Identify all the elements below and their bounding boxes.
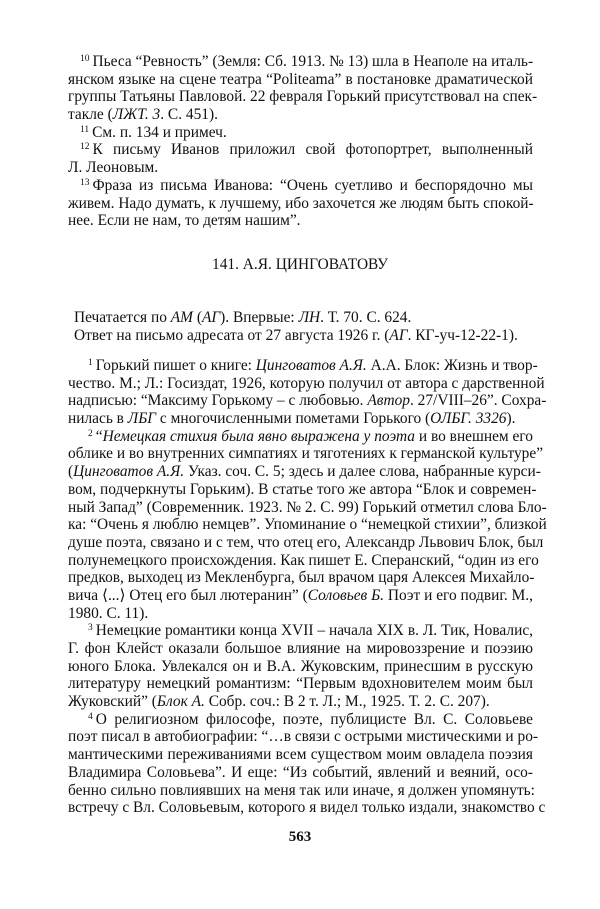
text-run: Пьеса “Ревность” (Земля: Сб. 1913. № 13) шла в Неаполе на италь-	[92, 53, 534, 70]
text-line	[68, 569, 533, 587]
text-line	[68, 88, 538, 106]
italic-text: Цинговатов А.Я.	[255, 357, 367, 374]
text-line	[68, 498, 547, 517]
text-line	[68, 141, 533, 159]
text-line	[68, 195, 533, 213]
text-run: юного Блока. Увлекался он и В.А. Жуковским, принесшим в русскую	[68, 657, 533, 675]
text-line	[68, 309, 533, 327]
text-line	[68, 728, 539, 746]
italic-text: ЛЖТ. 3	[112, 106, 161, 124]
text-run: Указ. соч. С. 5; здесь и далее слова, набранные курси-	[184, 463, 541, 481]
text-run: Ответ на письмо адресата от 27 августа 1926 г. (	[74, 326, 390, 344]
text-run: такле (	[68, 106, 113, 124]
text-run: См. п. 134 и примеч.	[92, 123, 227, 141]
text-line	[68, 533, 544, 552]
text-run: А.А. Блок: Жизнь и твор-	[366, 357, 538, 374]
text-run: нее. Если не нам, то детям нашим”.	[68, 212, 301, 230]
italic-text: АГ	[389, 326, 408, 344]
text-run: предков, выходец из Мекленбурга, был врачом царя Алексея Михайло-	[68, 569, 535, 587]
text-run: “	[95, 427, 103, 445]
text-run: . Т. 70. С. 624.	[320, 309, 412, 326]
text-run: полунемецкого происхождения. Как пишет Е. Сперанский, “один из его	[68, 551, 539, 569]
text-line	[68, 124, 533, 142]
text-run: К письму Иванов приложил свой фотопортрет, выполненный	[92, 141, 533, 159]
text-line	[68, 711, 533, 729]
text-run: . КГ-уч-12-22-1).	[407, 326, 518, 344]
text-run: . С. 451).	[160, 106, 218, 124]
text-line	[68, 605, 533, 623]
italic-text: АГ	[201, 309, 221, 326]
text-line	[68, 159, 533, 177]
text-run: литературу немецкий романтизм: “Первым вдохновителем моим был	[68, 675, 533, 693]
italic-text: Цинговатов А.Я.	[73, 463, 185, 481]
text-line	[68, 428, 533, 446]
text-line	[68, 551, 539, 570]
text-run: Л. Леоновым.	[68, 159, 159, 177]
text-run: с многочисленными пометами Горького (	[156, 410, 431, 428]
text-line	[68, 480, 537, 499]
italic-text: ЛБГ	[127, 410, 157, 428]
text-line	[68, 357, 538, 375]
text-line	[68, 658, 533, 676]
text-run: мантическими переживаниями всем существом моим овладела поэзия	[68, 746, 533, 764]
text-run: Горький пишет о книге:	[95, 357, 256, 374]
text-run: живем. Надо думать, к лучшему, ибо захочется же людям быть спокой-	[68, 194, 534, 212]
text-run: (	[68, 463, 74, 481]
text-line	[68, 587, 533, 605]
text-run: чество. М.; Л.: Госиздат, 1926, которую получил от автора с дарственной	[68, 374, 545, 392]
text-run: надписью: “Максиму Горькому – с любовью.	[68, 392, 368, 410]
text-line	[68, 799, 546, 817]
text-run: поэт писал в автобиографии: “…в связи с острыми мистическими и ро-	[68, 728, 539, 746]
italic-text: ЛН	[298, 309, 321, 326]
text-run: бенно сильно повлиявших на меня так или иначе, я должен упомянуть:	[68, 781, 535, 799]
text-line	[68, 622, 533, 640]
text-line	[68, 693, 533, 711]
footnote-number: 2	[88, 428, 93, 439]
text-run: Г. фон Клейст оказали большое влияние на мировоззрение и поэзию	[68, 640, 533, 657]
text-run: и во внешнем его	[414, 427, 533, 445]
footnote-number: 1	[88, 358, 93, 368]
text-line	[68, 392, 547, 410]
italic-text: АМ	[170, 309, 193, 326]
footnote-number: 4	[88, 711, 93, 722]
text-line	[68, 212, 533, 230]
text-run: облике и во внутренних симпатиях и тяготениях к германской культуре”	[68, 445, 544, 463]
text-line	[68, 463, 541, 481]
text-line	[68, 410, 533, 428]
text-run: встречу с Вл. Соловьевым, которого я видел только издали, знакомство с	[68, 799, 546, 817]
text-run: Печатается по	[74, 309, 171, 326]
italic-text: ОЛБГ. 3326	[430, 410, 507, 428]
text-line	[68, 327, 533, 345]
letter-source-info	[68, 309, 533, 344]
page-number: 563	[288, 829, 312, 845]
text-run: Поэт и его подвиг. М.,	[384, 586, 534, 604]
text-run: Немецкие романтики конца XVII – начала XIX в. Л. Тик, Новалис,	[95, 622, 533, 640]
text-line	[68, 177, 533, 195]
footnote-number: 11	[80, 124, 90, 135]
letter-footnotes	[68, 357, 547, 817]
footnote-number: 3	[88, 623, 93, 634]
text-run: 1980. С. 11).	[68, 604, 149, 622]
text-run: ный Запад” (Современник. 1923. № 2. С. 99) Горький отметил слова Бло-	[68, 498, 547, 516]
italic-text: Блок А.	[156, 693, 205, 711]
text-line	[68, 71, 533, 89]
text-line	[68, 106, 533, 124]
text-line	[68, 374, 545, 393]
previous-letter-footnotes	[68, 53, 538, 230]
text-run: янском языке на сцене театра “Politeama” в постановке драматической	[68, 70, 533, 88]
text-line	[68, 516, 547, 534]
italic-text: Немецкая стихия была явно выражена у поэта	[102, 427, 415, 445]
text-run: . 27/VIII–26”. Сохра-	[409, 392, 547, 410]
text-run: ка: “Очень я люблю немцев”. Упоминание о “немецкой стихии”, близкой	[68, 516, 547, 534]
text-line	[68, 53, 533, 71]
text-run: душе поэта, связано и с тем, что отец его, Александр Львович Блок, был	[68, 533, 544, 551]
footnote-number: 12	[80, 142, 90, 153]
text-run: ). Впервые:	[220, 309, 299, 326]
text-line	[68, 675, 533, 693]
text-run: Фраза из письма Иванова: “Очень суетливо и беспорядочно мы	[92, 176, 533, 194]
text-run: вом, подчеркнуты Горьким). В статье того же автора “Блок и современ-	[68, 480, 537, 498]
letter-title: 141. А.Я. ЦИНГОВАТОВУ	[212, 256, 388, 273]
text-run: нилась в	[68, 410, 128, 428]
text-line	[68, 764, 533, 782]
text-run: Жуковский” (	[68, 693, 157, 711]
text-line	[68, 746, 533, 764]
italic-text: Автор	[367, 392, 410, 410]
text-run: (	[193, 309, 202, 326]
text-run: ).	[506, 410, 516, 428]
text-run: О религиозном философе, поэте, публицисте Вл. С. Соловьеве	[95, 710, 533, 728]
italic-text: Соловьев Б.	[307, 586, 385, 604]
text-line	[68, 782, 533, 800]
text-run: Владимира Соловьева”. И еще: “Из событий, явлений и веяний, осо-	[68, 763, 533, 781]
footnote-number: 10	[80, 54, 90, 64]
footnote-number: 13	[80, 177, 90, 188]
text-run: группы Татьяны Павловой. 22 февраля Горький присутствовал на спек-	[68, 88, 538, 106]
text-line	[68, 445, 544, 463]
text-run: Собр. соч.: В 2 т. Л.; М., 1925. Т. 2. С. 207).	[204, 693, 490, 711]
text-run: вича ⟨...⟩ Отец его был лютеранин” (	[68, 586, 308, 604]
text-line	[68, 640, 533, 658]
